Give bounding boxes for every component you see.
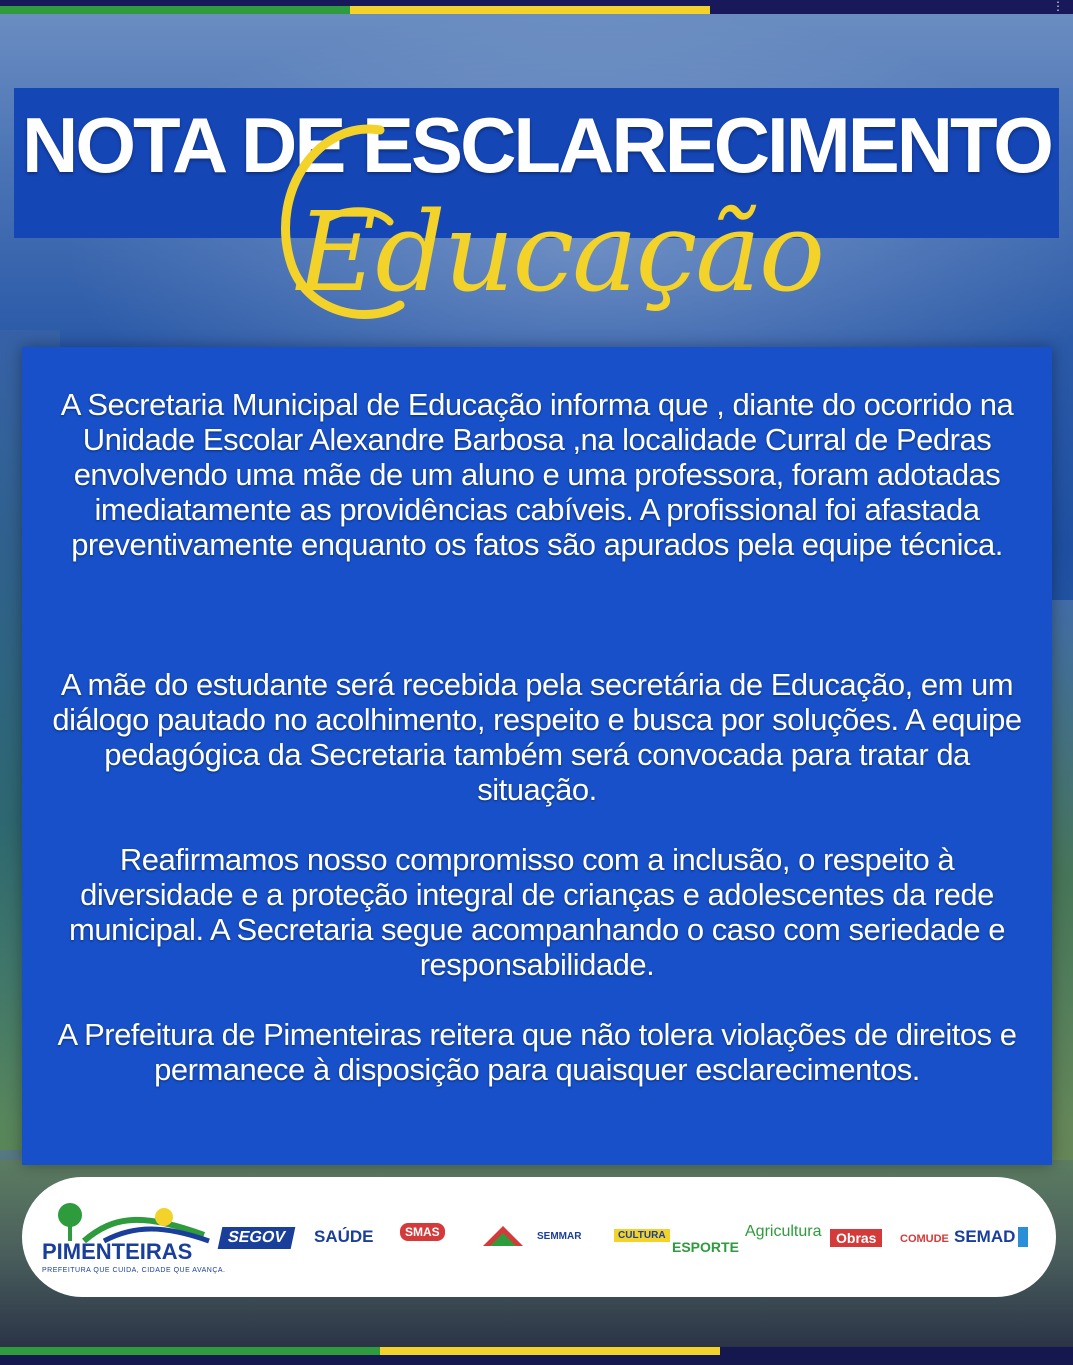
logo-esporte: ESPORTE bbox=[672, 1239, 739, 1255]
brand-name: PIMENTEIRAS bbox=[42, 1239, 193, 1264]
logo-comude: COMUDE bbox=[900, 1233, 949, 1245]
brand-tagline: PREFEITURA QUE CUIDA, CIDADE QUE AVANÇA. bbox=[42, 1267, 226, 1274]
logo-semad: SEMAD bbox=[954, 1227, 1028, 1247]
logo-smas: SMAS bbox=[400, 1223, 445, 1241]
paragraph-2: A mãe do estudante será recebida pela secretária de Educação, em um diálogo pautado no acolhimento, respeito e busca por soluções. A equipe pedagógica da Secretaria também será convocada para tratar da situação. bbox=[52, 667, 1022, 807]
pimenteiras-logo-icon bbox=[44, 1195, 214, 1245]
government-logo-icon bbox=[478, 1221, 528, 1251]
logo-obras: Obras bbox=[830, 1229, 882, 1247]
top-flag-stripe bbox=[0, 0, 1073, 14]
yellow-stripe bbox=[350, 6, 710, 14]
paragraph-4: A Prefeitura de Pimenteiras reitera que não tolera violações de direitos e permanece à disposição para quaisquer esclarecimentos. bbox=[57, 1017, 1017, 1087]
script-title bbox=[230, 110, 830, 350]
bottom-flag-stripe bbox=[0, 1347, 1073, 1365]
paragraph-1: A Secretaria Municipal de Educação informa que , diante do ocorrido na Unidade Escolar Alexandre Barbosa ,na localidade Curral de Pedras envolvendo uma mãe de um aluno e uma professora, foram adotadas imediatamente as providências cabíveis. A profissional foi afastada preventivamente enquanto os fatos são apurados pela equipe técnica. bbox=[60, 387, 1014, 562]
green-stripe bbox=[0, 1347, 380, 1355]
paragraph-3: Reafirmamos nosso compromisso com a inclusão, o respeito à diversidade e a proteção integral de crianças e adolescentes da rede municipal. A Secretaria segue acompanhando o caso com seriedade e responsabilidade. bbox=[69, 842, 1005, 982]
announcement-panel bbox=[22, 347, 1052, 1165]
more-options-icon[interactable]: ⋮ bbox=[1052, 0, 1065, 13]
sponsor-footer bbox=[22, 1177, 1056, 1297]
page-title: NOTA DE ESCLARECIMENTO bbox=[22, 101, 1051, 189]
script-subtitle: Educação bbox=[296, 188, 824, 316]
logo-segov: SEGOV bbox=[218, 1227, 296, 1249]
green-stripe bbox=[0, 6, 350, 14]
logo-cultura: CULTURA bbox=[614, 1229, 670, 1242]
logo-saude: SAÚDE bbox=[314, 1227, 374, 1246]
logo-agricultura: Agricultura bbox=[745, 1223, 822, 1240]
logo-semmar: SEMMAR bbox=[537, 1231, 582, 1242]
yellow-stripe bbox=[380, 1347, 720, 1355]
